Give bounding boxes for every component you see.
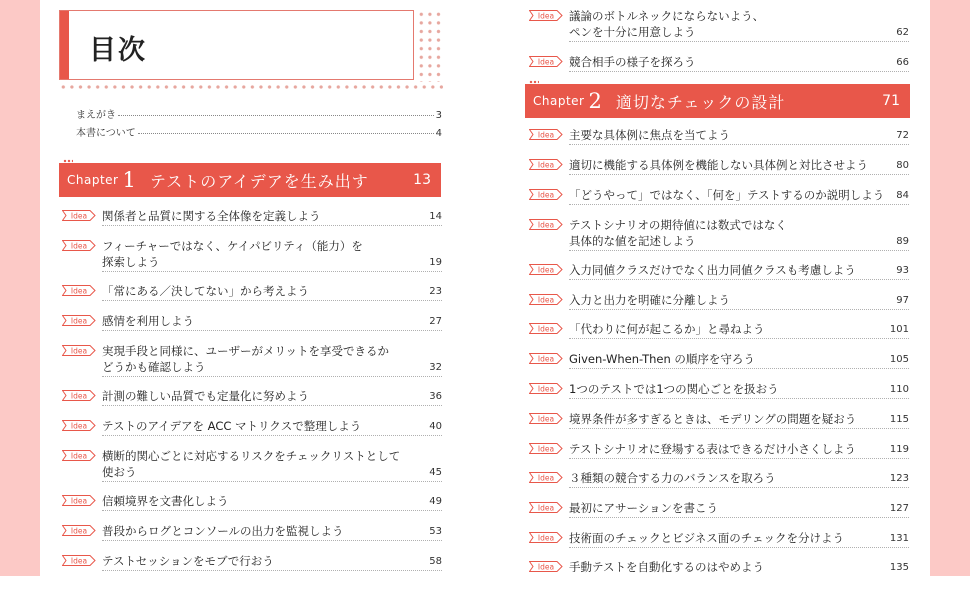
- toc-entry[interactable]: [62, 388, 442, 404]
- svg-text:Idea: Idea: [537, 11, 555, 21]
- toc-entry[interactable]: [529, 127, 909, 143]
- idea-tag-icon: [529, 323, 563, 334]
- toc-entry-title: [102, 313, 194, 329]
- idea-tag-icon: [529, 561, 563, 572]
- toc-entry-page: 110: [889, 384, 909, 395]
- svg-text:Idea: Idea: [70, 556, 88, 566]
- toc-entry-page: 27: [429, 316, 442, 327]
- toc-entry-page: 80: [896, 160, 909, 171]
- toc-entry-title: [569, 530, 844, 546]
- toc-entry[interactable]: [62, 553, 442, 569]
- toc-entry-title: [102, 343, 389, 375]
- toc-entry[interactable]: [529, 187, 909, 203]
- idea-tag: [62, 555, 96, 566]
- toc-entry-line: 信頼境界を文書化しよう: [102, 494, 229, 508]
- title-accent-bar: [60, 11, 69, 79]
- svg-text:Idea: Idea: [537, 562, 555, 572]
- idea-tag: [529, 383, 563, 394]
- entry-underline: [569, 250, 909, 251]
- entry-underline: [102, 510, 442, 511]
- idea-tag: [62, 345, 96, 356]
- toc-entry-title: [569, 381, 779, 397]
- entry-underline: [102, 435, 442, 436]
- idea-tag-icon: [62, 240, 96, 251]
- svg-text:Idea: Idea: [537, 295, 555, 305]
- toc-entry-line: 「常にある／決してない」から考えよう: [102, 284, 309, 298]
- toc-entry[interactable]: [62, 448, 442, 480]
- idea-tag-icon: [529, 219, 563, 230]
- toc-entry-title: [569, 321, 765, 337]
- front-matter-label: 本書について: [76, 128, 136, 139]
- toc-entry-title: [569, 54, 696, 70]
- page-margin-left: [0, 0, 40, 576]
- idea-tag-icon: [62, 210, 96, 221]
- svg-text:Idea: Idea: [70, 421, 88, 431]
- idea-tag: [62, 525, 96, 536]
- toc-entry-line: 手動テストを自動化するのはやめよう: [569, 560, 765, 574]
- chapter-title: 適切なチェックの設計: [615, 92, 786, 112]
- toc-entry-line: テストシナリオの期待値には数式ではなく: [569, 218, 787, 232]
- idea-tag-icon: [529, 502, 563, 513]
- toc-entry-title: [102, 523, 344, 539]
- toc-entry-line: 主要な具体例に焦点を当てよう: [569, 128, 730, 142]
- idea-tag: [62, 210, 96, 221]
- toc-entry-page: 101: [889, 324, 909, 335]
- toc-entry[interactable]: [529, 217, 909, 249]
- toc-entry-line: 技術面のチェックとビジネス面のチェックを分けよう: [569, 531, 844, 545]
- toc-entry[interactable]: [529, 530, 909, 546]
- toc-entry-page: 119: [889, 444, 909, 455]
- toc-entry-title: [569, 292, 730, 308]
- toc-entry-page: 127: [889, 503, 909, 514]
- idea-tag: [529, 413, 563, 424]
- right-page: [485, 0, 930, 576]
- decorative-dots: [417, 10, 443, 82]
- toc-entry-title: [102, 238, 363, 270]
- toc-entry-line: Given-When-Then の順序を守ろう: [569, 352, 755, 366]
- front-matter-item[interactable]: [76, 124, 442, 139]
- toc-entry-line: ３種類の競合する力のバランスを取ろう: [569, 471, 776, 485]
- toc-entry[interactable]: [529, 321, 909, 337]
- decorative-dots-row: [59, 84, 443, 90]
- svg-text:Idea: Idea: [537, 473, 555, 483]
- toc-entry[interactable]: [62, 493, 442, 509]
- svg-text:Idea: Idea: [537, 220, 555, 230]
- idea-tag-icon: [529, 189, 563, 200]
- svg-text:Idea: Idea: [70, 316, 88, 326]
- entry-underline: [102, 376, 442, 377]
- toc-entry-line: テストのアイデアを ACC マトリクスで整理しよう: [102, 419, 362, 433]
- idea-tag-icon: [529, 443, 563, 454]
- toc-entry-title: [569, 127, 730, 143]
- entry-underline: [569, 279, 909, 280]
- toc-entry-line: 入力と出力を明確に分離しよう: [569, 293, 730, 307]
- idea-tag-icon: [529, 10, 563, 21]
- toc-entry-page: 19: [429, 257, 442, 268]
- chapter-title: テストのアイデアを生み出す: [149, 171, 369, 191]
- toc-entry-page: 72: [896, 130, 909, 141]
- chapter-deco-dots: [63, 159, 73, 163]
- idea-tag-icon: [529, 264, 563, 275]
- svg-text:Idea: Idea: [537, 265, 555, 275]
- idea-tag: [62, 240, 96, 251]
- toc-entry-line: テストシナリオに登場する表はできるだけ小さくしよう: [569, 442, 856, 456]
- toc-entry[interactable]: [529, 54, 909, 70]
- entry-underline: [102, 570, 442, 571]
- front-matter-label: まえがき: [76, 110, 116, 121]
- toc-entry-line: 関係者と品質に関する全体像を定義しよう: [102, 209, 321, 223]
- toc-entry[interactable]: [529, 500, 909, 516]
- idea-tag: [529, 10, 563, 21]
- toc-entry-page: 123: [889, 473, 909, 484]
- toc-entry[interactable]: [62, 343, 442, 375]
- idea-tag: [529, 129, 563, 140]
- toc-entry-title: [569, 441, 856, 457]
- idea-tag-icon: [529, 129, 563, 140]
- toc-entry-line: 入力同値クラスだけでなく出力同値クラスも考慮しよう: [569, 263, 856, 277]
- chapter-page: 13: [413, 172, 431, 188]
- entry-underline: [102, 271, 442, 272]
- idea-tag: [62, 495, 96, 506]
- toc-entry[interactable]: [529, 381, 909, 397]
- toc-entry-page: 105: [889, 354, 909, 365]
- entry-underline: [569, 398, 909, 399]
- toc-entry-title: [569, 411, 856, 427]
- toc-entry[interactable]: [529, 157, 909, 173]
- idea-tag-icon: [529, 159, 563, 170]
- toc-entry-line: 計測の難しい品質でも定量化に努めよう: [102, 389, 309, 403]
- toc-entry[interactable]: [62, 283, 442, 299]
- idea-tag: [529, 502, 563, 513]
- page-title: 目次: [89, 35, 147, 66]
- entry-underline: [569, 368, 909, 369]
- idea-tag: [529, 353, 563, 364]
- entry-underline: [569, 144, 909, 145]
- chapter-number: 1: [122, 168, 136, 192]
- toc-entry-page: 36: [429, 391, 442, 402]
- entry-underline: [569, 487, 909, 488]
- toc-entry-line: 「どうやって」ではなく、「何を」テストするのか説明しよう: [569, 188, 885, 202]
- idea-tag-icon: [62, 555, 96, 566]
- chapter-word: Chapter: [533, 94, 585, 108]
- svg-text:Idea: Idea: [70, 211, 88, 221]
- toc-entry-title: [102, 493, 229, 509]
- toc-entry-title: [569, 470, 776, 486]
- svg-text:Idea: Idea: [70, 241, 88, 251]
- toc-entry[interactable]: [62, 238, 442, 270]
- front-matter-item[interactable]: [76, 106, 442, 121]
- idea-tag: [529, 264, 563, 275]
- idea-tag: [529, 472, 563, 483]
- svg-text:Idea: Idea: [537, 533, 555, 543]
- toc-entry-line: フィーチャーではなく、ケイパビリティ（能力）を: [102, 239, 363, 253]
- idea-tag-icon: [62, 420, 96, 431]
- svg-text:Idea: Idea: [537, 444, 555, 454]
- entry-underline: [569, 428, 909, 429]
- svg-text:Idea: Idea: [537, 384, 555, 394]
- svg-text:Idea: Idea: [70, 286, 88, 296]
- toc-entry-page: 115: [889, 414, 909, 425]
- entry-underline: [569, 41, 909, 42]
- entry-underline: [569, 517, 909, 518]
- svg-text:Idea: Idea: [537, 57, 555, 67]
- toc-entry-page: 58: [429, 556, 442, 567]
- toc-entry-title: [569, 187, 884, 203]
- toc-entry-line: 実現手段と同様に、ユーザーがメリットを享受できるか: [102, 344, 390, 358]
- entry-underline: [102, 405, 442, 406]
- idea-tag: [529, 56, 563, 67]
- entry-underline: [569, 174, 909, 175]
- toc-entry-title: [102, 208, 321, 224]
- toc-entry-title: [102, 448, 400, 480]
- toc-entry-title: [569, 262, 856, 278]
- toc-title-box: [59, 10, 414, 80]
- idea-tag-icon: [62, 315, 96, 326]
- idea-tag: [529, 294, 563, 305]
- toc-entry-title: [102, 553, 274, 569]
- idea-tag: [62, 315, 96, 326]
- entry-underline: [569, 547, 909, 548]
- idea-tag-icon: [529, 383, 563, 394]
- toc-entry-page: 40: [429, 421, 442, 432]
- idea-tag-icon: [62, 390, 96, 401]
- svg-text:Idea: Idea: [537, 354, 555, 364]
- toc-entry-page: 45: [429, 467, 442, 478]
- idea-tag-icon: [529, 532, 563, 543]
- idea-tag-icon: [62, 495, 96, 506]
- chapter-page: 71: [882, 93, 900, 109]
- entry-underline: [102, 300, 442, 301]
- toc-entry-line: 探索しよう: [102, 255, 160, 269]
- toc-entry[interactable]: [529, 8, 909, 40]
- svg-text:Idea: Idea: [537, 190, 555, 200]
- toc-entry[interactable]: [62, 208, 442, 224]
- idea-tag: [529, 323, 563, 334]
- toc-entry-page: 23: [429, 286, 442, 297]
- entry-underline: [102, 225, 442, 226]
- chapter-banner[interactable]: [59, 163, 441, 197]
- toc-entry-line: 具体的な値を記述しよう: [569, 234, 696, 248]
- toc-entry-line: 議論のボトルネックにならないよう、: [569, 9, 765, 23]
- toc-entry-page: 89: [896, 236, 909, 247]
- toc-entry-line: 1つのテストでは1つの関心ごとを扱おう: [569, 382, 779, 396]
- entry-underline: [569, 71, 909, 72]
- svg-text:Idea: Idea: [70, 346, 88, 356]
- svg-text:Idea: Idea: [70, 451, 88, 461]
- idea-tag-icon: [529, 56, 563, 67]
- toc-entry[interactable]: [529, 470, 909, 486]
- svg-text:Idea: Idea: [537, 503, 555, 513]
- toc-entry-page: 135: [889, 562, 909, 573]
- entry-underline: [569, 309, 909, 310]
- idea-tag-icon: [529, 472, 563, 483]
- toc-entry-title: [569, 8, 764, 40]
- idea-tag: [62, 450, 96, 461]
- toc-entry-title: [102, 388, 309, 404]
- entry-underline: [102, 481, 442, 482]
- toc-entry-line: 感情を利用しよう: [102, 314, 194, 328]
- entry-underline: [102, 540, 442, 541]
- toc-entry[interactable]: [529, 559, 909, 575]
- svg-text:Idea: Idea: [70, 496, 88, 506]
- toc-entry-line: どうかも確認しよう: [102, 360, 206, 374]
- toc-entry[interactable]: [529, 292, 909, 308]
- idea-tag: [62, 285, 96, 296]
- toc-entry-page: 131: [889, 533, 909, 544]
- toc-entry-page: 62: [896, 27, 909, 38]
- idea-tag: [62, 420, 96, 431]
- entry-underline: [102, 330, 442, 331]
- toc-entry[interactable]: [62, 313, 442, 329]
- idea-tag-icon: [62, 525, 96, 536]
- page-margin-right: [930, 0, 970, 576]
- idea-tag: [529, 189, 563, 200]
- svg-text:Idea: Idea: [70, 526, 88, 536]
- front-matter-page: 4: [435, 128, 442, 139]
- svg-text:Idea: Idea: [70, 391, 88, 401]
- toc-entry-title: [569, 351, 755, 367]
- toc-entry-title: [569, 217, 787, 249]
- toc-entry-line: 普段からログとコンソールの出力を監視しよう: [102, 524, 344, 538]
- leader-dots: [138, 133, 434, 134]
- idea-tag: [62, 390, 96, 401]
- idea-tag: [529, 159, 563, 170]
- toc-entry-page: 14: [429, 211, 442, 222]
- toc-entry-line: 最初にアサーションを書こう: [569, 501, 719, 515]
- toc-entry-title: [569, 157, 868, 173]
- toc-entry-page: 84: [896, 190, 909, 201]
- toc-entry[interactable]: [529, 441, 909, 457]
- toc-entry-title: [569, 500, 718, 516]
- left-page: [40, 0, 485, 576]
- idea-tag-icon: [62, 345, 96, 356]
- svg-text:Idea: Idea: [537, 414, 555, 424]
- toc-entry-line: テストセッションをモブで行おう: [102, 554, 274, 568]
- idea-tag: [529, 443, 563, 454]
- toc-entry-page: 93: [896, 265, 909, 276]
- idea-tag-icon: [529, 413, 563, 424]
- toc-entry-line: ペンを十分に用意しよう: [569, 25, 696, 39]
- leader-dots: [118, 115, 434, 116]
- toc-entry-page: 53: [429, 526, 442, 537]
- svg-text:Idea: Idea: [537, 130, 555, 140]
- toc-entry-title: [102, 418, 361, 434]
- toc-entry-page: 32: [429, 362, 442, 373]
- idea-tag: [529, 561, 563, 572]
- toc-entry-line: 競合相手の様子を探ろう: [569, 55, 696, 69]
- toc-entry-line: 適切に機能する具体例を機能しない具体例と対比させよう: [569, 158, 868, 172]
- idea-tag-icon: [529, 294, 563, 305]
- toc-entry[interactable]: [62, 418, 442, 434]
- idea-tag: [529, 219, 563, 230]
- idea-tag-icon: [529, 353, 563, 364]
- toc-entry-title: [569, 559, 764, 575]
- toc-entry-page: 49: [429, 496, 442, 507]
- toc-entry[interactable]: [62, 523, 442, 539]
- svg-text:Idea: Idea: [537, 160, 555, 170]
- idea-tag-icon: [62, 450, 96, 461]
- chapter-number: 2: [588, 89, 602, 113]
- idea-tag-icon: [62, 285, 96, 296]
- svg-text:Idea: Idea: [537, 324, 555, 334]
- toc-entry[interactable]: [529, 262, 909, 278]
- toc-entry-line: 使おう: [102, 465, 137, 479]
- front-matter-page: 3: [435, 110, 442, 121]
- toc-entry-line: 境界条件が多すぎるときは、モデリングの問題を疑おう: [569, 412, 857, 426]
- toc-entry-page: 97: [896, 295, 909, 306]
- chapter-deco-dots: [529, 80, 539, 84]
- toc-entry-line: 「代わりに何が起こるか」と尋ねよう: [569, 322, 765, 336]
- toc-entry-line: 横断的関心ごとに対応するリスクをチェックリストとして: [102, 449, 401, 463]
- entry-underline: [569, 204, 909, 205]
- entry-underline: [569, 458, 909, 459]
- idea-tag: [529, 532, 563, 543]
- chapter-banner[interactable]: [525, 84, 910, 118]
- chapter-word: Chapter: [67, 173, 119, 187]
- toc-entry[interactable]: [529, 411, 909, 427]
- toc-entry-page: 66: [896, 57, 909, 68]
- entry-underline: [569, 338, 909, 339]
- toc-entry-title: [102, 283, 309, 299]
- toc-entry[interactable]: [529, 351, 909, 367]
